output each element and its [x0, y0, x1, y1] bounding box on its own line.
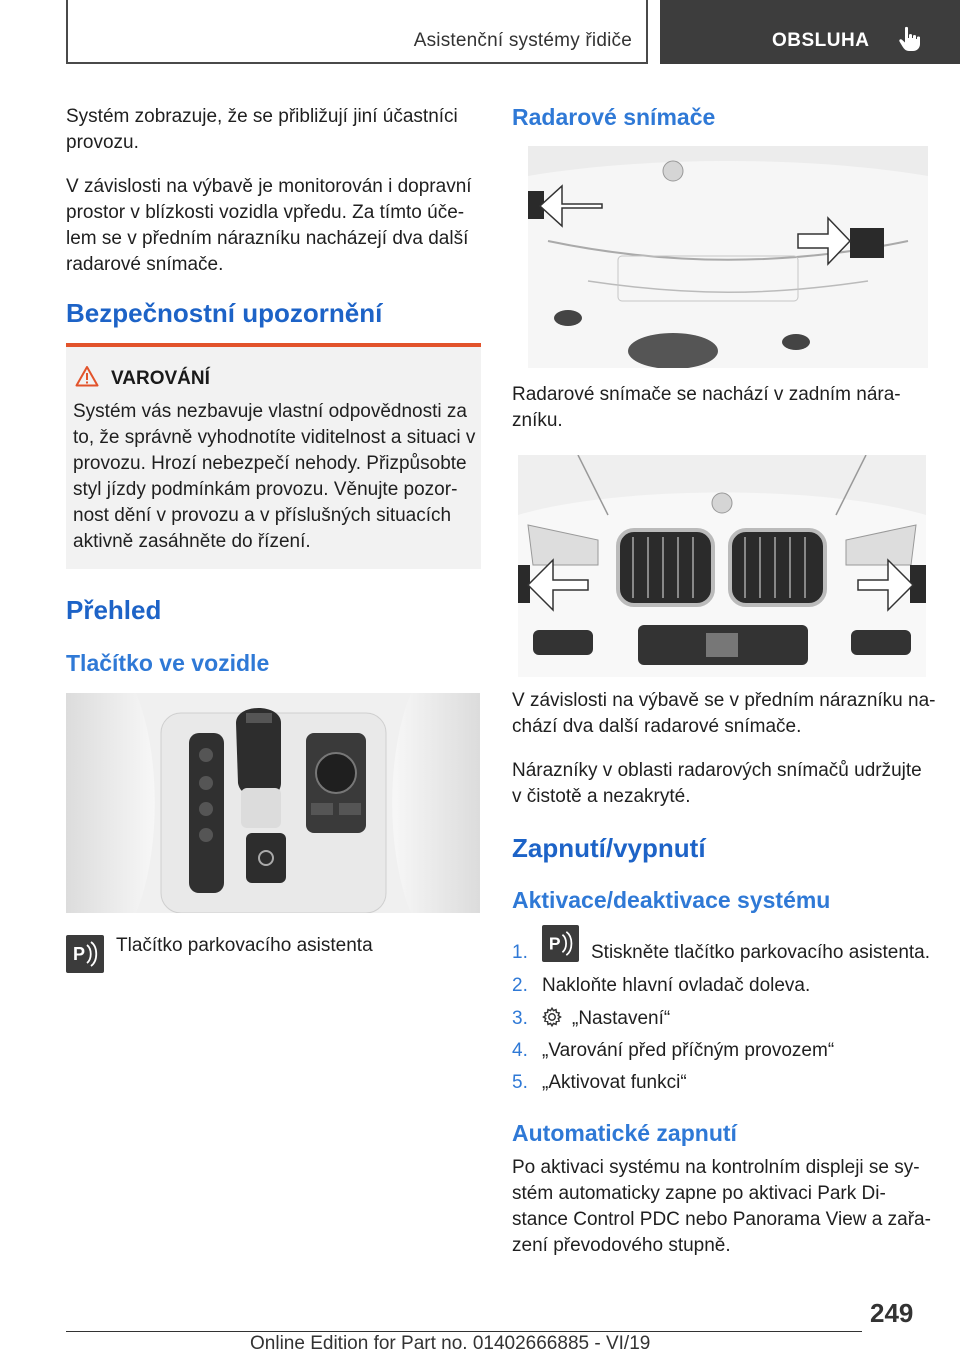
step-text: „Nastavení“ — [572, 1008, 671, 1029]
step-text: Nakloňte hlavní ovladač doleva. — [542, 975, 811, 996]
front-caption: V závislosti na výbavě se v předním nárazníku na- chází dva další radarové snímače. — [512, 690, 936, 737]
safety-heading: Bezpečnostní upozornění — [66, 298, 383, 328]
edition-text: Online Edition for Part no. 01402666885 - VI/19 — [250, 1333, 651, 1354]
automatic-activation-text: Po aktivaci systému na kontrolním displeji se sy- stém automaticky zapne po aktivaci Park Di- stance Control PDC nebo Panorama View a zařa- zení převodového stupně. — [512, 1157, 931, 1256]
warning-title: VAROVÁNÍ — [111, 368, 210, 389]
section-title: Asistenční systémy řidiče — [413, 30, 632, 51]
step-number: 5. — [512, 1072, 528, 1093]
overview-heading: Přehled — [66, 595, 162, 625]
pointing-hand-icon — [896, 25, 924, 53]
center-console-image — [66, 693, 480, 913]
footer-divider — [66, 1331, 862, 1332]
rear-bumper-image — [528, 146, 928, 368]
radar-sensors-heading: Radarové snímače — [512, 104, 716, 130]
step-number: 2. — [512, 975, 528, 996]
intro-paragraph-1: Systém zobrazuje, že se přibližují jiní účastníci provozu. — [66, 106, 458, 153]
step-text: „Aktivovat funkci“ — [542, 1072, 687, 1093]
header-frame — [66, 0, 648, 64]
step-number: 1. — [512, 942, 528, 963]
page-number: 249 — [870, 1298, 914, 1328]
step-text: Stiskněte tlačítko parkovacího asistenta. — [591, 942, 931, 963]
svg-text:P: P — [73, 944, 86, 964]
settings-gear-icon — [541, 1006, 563, 1028]
step-text: „Varování před příčným provozem“ — [542, 1040, 835, 1061]
on-off-heading: Zapnutí/vypnutí — [512, 833, 706, 863]
warning-text: Systém vás nezbavuje vlastní odpovědnosti za to, že správně vyhodnotíte viditelnost a situaci v provozu. Hrozí nebezpečí nehody. Přizpůsobte styl jízdy podmínkám provozu. Věnujte pozor- nost dění v provozu a v příslušných situacích aktivně zasáhněte do řízení. — [73, 401, 476, 552]
step-number: 3. — [512, 1008, 528, 1029]
chapter-tab[interactable] — [660, 0, 960, 64]
step-number: 4. — [512, 1040, 528, 1061]
svg-text:P: P — [548, 933, 561, 954]
warning-triangle-icon — [75, 365, 99, 387]
cleaning-note: Nárazníky v oblasti radarových snímačů udržujte v čistotě a nezakryté. — [512, 760, 922, 807]
park-assist-button-icon — [542, 925, 579, 962]
rear-caption: Radarové snímače se nachází v zadním nára- zníku. — [512, 384, 901, 431]
intro-paragraph-2: V závislosti na výbavě je monitorován i dopravní prostor v blízkosti vozidla vpředu. Za tímto úče- lem se v předním nárazníku nacházejí dva další radarové snímače. — [66, 176, 472, 275]
chapter-tab-label: OBSLUHA — [772, 30, 870, 51]
button-in-vehicle-heading: Tlačítko ve vozidle — [66, 650, 270, 676]
activation-heading: Aktivace/deaktivace systému — [512, 887, 831, 913]
front-bumper-image — [518, 455, 926, 677]
park-assist-button-icon — [66, 935, 104, 973]
button-caption: Tlačítko parkovacího asistenta — [116, 935, 373, 956]
automatic-activation-heading: Automatické zapnutí — [512, 1120, 737, 1146]
